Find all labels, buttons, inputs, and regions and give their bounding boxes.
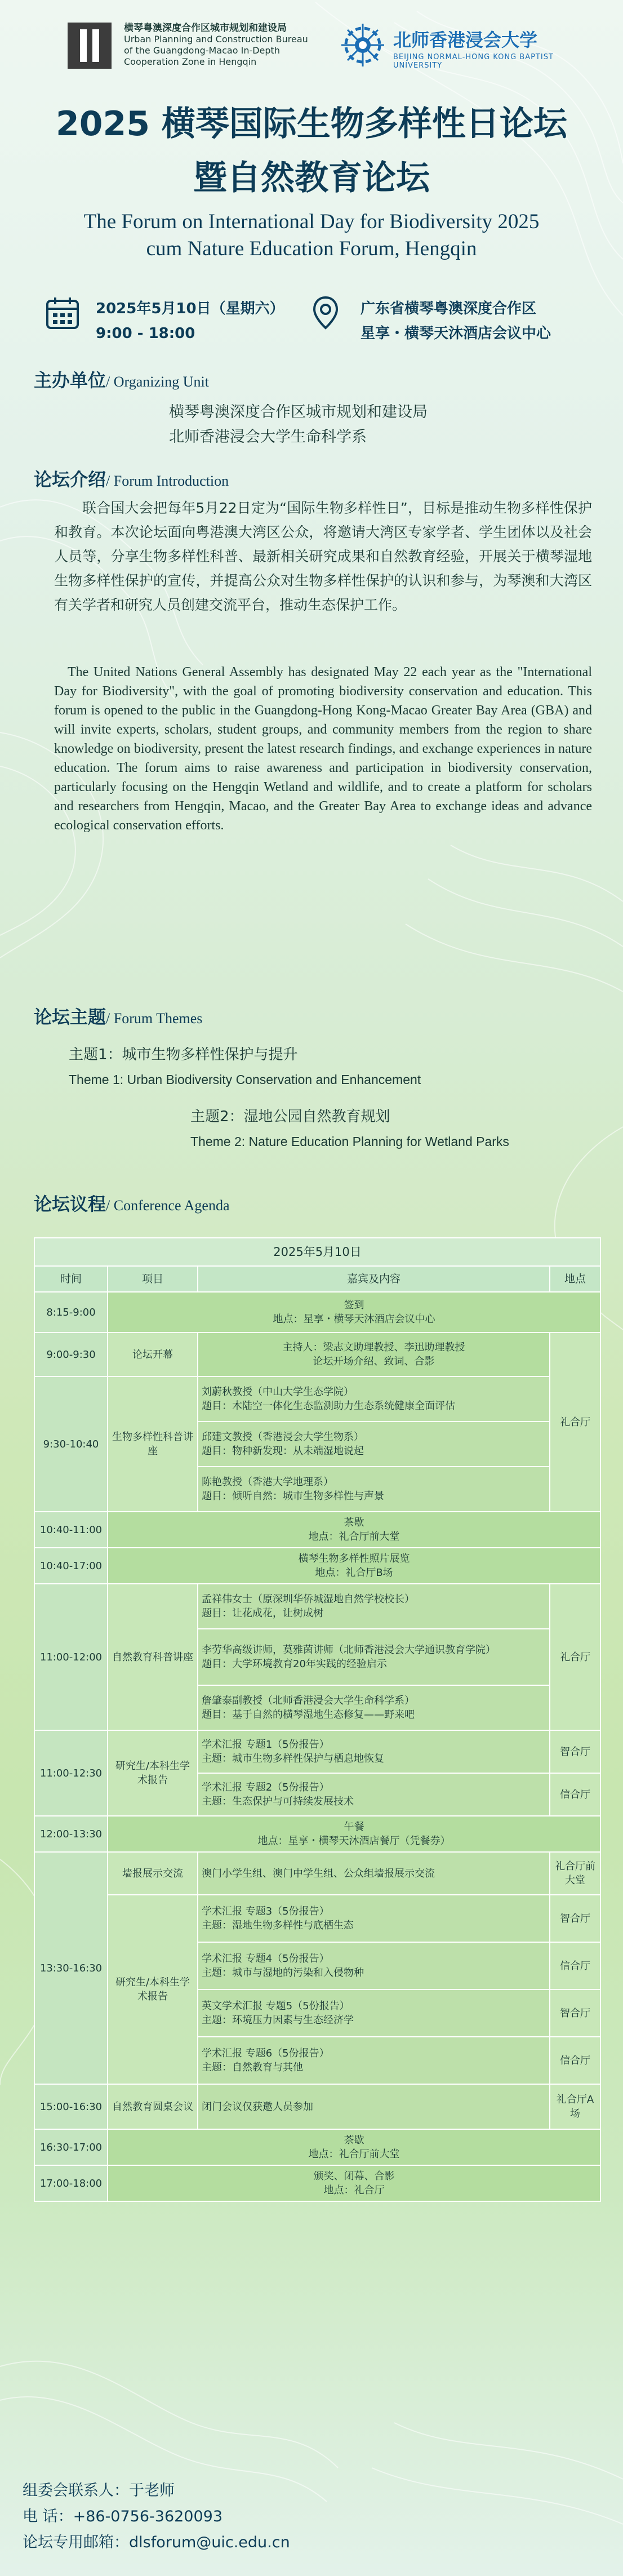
- location-pin-icon: [310, 295, 341, 331]
- row-place: 智合厅: [550, 1895, 600, 1942]
- table-row: [34, 2129, 600, 2165]
- content-line: 刘蔚秋教授（中山大学生态学院）: [202, 1386, 354, 1398]
- row-content: 闭门会议仅获邀人员参加: [198, 2084, 550, 2129]
- table-row: [34, 1292, 600, 1333]
- row-content: [108, 1816, 600, 1852]
- table-row: [34, 1730, 600, 1773]
- content-line: 学术汇报 专题2（5份报告）: [202, 1782, 330, 1793]
- bureau-name: [124, 23, 338, 68]
- table-row: [34, 1584, 600, 1629]
- row-item: 研究生/本科生学术报告: [108, 1895, 198, 2084]
- university-name-cn: 北师香港浸会大学: [393, 29, 538, 51]
- row-content: [198, 1584, 550, 1629]
- content-line: 主题：湿地生物多样性与底栖生态: [202, 1920, 354, 1931]
- agenda-heading: [34, 1190, 229, 1216]
- event-location-line2: 星享・横琴天沐酒店会议中心: [361, 325, 551, 342]
- agenda-date: 2025年5月10日: [34, 1238, 600, 1266]
- content-line: 李劳华高级讲师，莫雅茵讲师（北师香港浸会大学通识教育学院）: [202, 1644, 496, 1656]
- content-line: 题目：木陆空一体化生态监测助力生态系统健康全面评估: [202, 1400, 455, 1412]
- table-row: [34, 2165, 600, 2201]
- row-content: [198, 1629, 550, 1685]
- row-place: 信合厅: [550, 1773, 600, 1816]
- table-row: [34, 2084, 600, 2129]
- table-row: [34, 1895, 600, 1942]
- event-date-day: 2025年5月10日（星期六）: [96, 300, 284, 317]
- themes-heading-cn: 论坛主题: [34, 1006, 106, 1028]
- row-content: [198, 1422, 550, 1467]
- row-place: 信合厅: [550, 2037, 600, 2084]
- row-time: 17:00-18:00: [34, 2165, 108, 2201]
- content-line: 学术汇报 专题1（5份报告）: [202, 1739, 330, 1751]
- organizer-1: 横琴粤澳深度合作区城市规划和建设局: [169, 403, 428, 421]
- organizers-heading-cn: 主办单位: [34, 370, 106, 391]
- organizers-heading-en: / Organizing Unit: [106, 374, 209, 390]
- row-place: 智合厅: [550, 1989, 600, 2037]
- row-content: [198, 2037, 550, 2084]
- event-location: [361, 296, 551, 346]
- content-line: 题目：让花成花，让树成树: [202, 1607, 323, 1619]
- content-line: 地点：星享・横琴天沐酒店会议中心: [273, 1313, 435, 1325]
- row-content: [108, 1292, 600, 1333]
- agenda-table: [34, 1237, 601, 2202]
- row-time: 12:00-13:30: [34, 1816, 108, 1852]
- bureau-name-cn: 横琴粤澳深度合作区城市规划和建设局: [124, 23, 287, 34]
- agenda-heading-cn: 论坛议程: [34, 1193, 106, 1215]
- content-line: 论坛开场介绍、致词、合影: [313, 1356, 435, 1367]
- col-place: 地点: [550, 1266, 600, 1292]
- content-line: 主题：生态保护与可持续发展技术: [202, 1796, 354, 1807]
- row-time: 11:00-12:30: [34, 1730, 108, 1816]
- english-title: [0, 208, 623, 263]
- row-place: 礼合厅A场: [550, 2084, 600, 2129]
- row-time: 8:15-9:00: [34, 1292, 108, 1333]
- row-content: [198, 1730, 550, 1773]
- event-date-time: 9:00 - 18:00: [96, 325, 195, 342]
- content-line: 地点：礼合厅B场: [315, 1567, 393, 1579]
- content-line: 主题：环境压力因素与生态经济学: [202, 2014, 354, 2026]
- date-location-row: [39, 293, 591, 349]
- bureau-name-en-1: Urban Planning and Construction Bureau: [124, 34, 308, 45]
- content-line: 题目：基于自然的横琴湿地生态修复——野来吧: [202, 1709, 415, 1721]
- university-logo: [338, 18, 563, 72]
- theme1-en: Theme 1: Urban Biodiversity Conservation and Enhancement: [69, 1072, 421, 1087]
- row-time: 15:00-16:30: [34, 2084, 108, 2129]
- bureau-logo: [68, 23, 112, 69]
- row-place: 礼合厅: [550, 1333, 600, 1512]
- university-name-en: BEIJING NORMAL-HONG KONG BAPTIST UNIVERSITY: [393, 53, 554, 70]
- content-line: 题目：倾听自然：城市生物多样性与声景: [202, 1490, 384, 1502]
- intro-heading-cn: 论坛介绍: [34, 469, 106, 490]
- agenda-header-row: [34, 1266, 600, 1292]
- content-line: 学术汇报 专题6（5份报告）: [202, 2048, 330, 2059]
- theme2-cn: 主题2：湿地公园自然教育规划: [190, 1108, 390, 1125]
- bureau-name-en-3: Cooperation Zone in Hengqin: [124, 56, 257, 67]
- content-line: 签到: [344, 1299, 364, 1311]
- table-row: [34, 1376, 600, 1422]
- intro-paragraph-cn: 联合国大会把每年5月22日定为“国际生物多样性日”，目标是推动生物多样性保护和教育。本次论坛面向粤港澳大湾区公众，将邀请大湾区专家学者、学生团体以及社会人员等，分享生物多样性科普、最新相关研究成果和自然教育经验，开展关于横琴湿地生物多样性保护的宣传，并提高公众对生物多样性保护的认识和参与，为琴澳和大湾区有关学者和研究人员创建交流平台，推动生态保护工作。: [54, 500, 592, 613]
- row-content: [198, 1989, 550, 2037]
- content-line: 孟祥伟女士（原深圳华侨城湿地自然学校校长）: [202, 1593, 415, 1605]
- content-line: 邱建文教授（香港浸会大学生物系）: [202, 1431, 364, 1443]
- row-content: [198, 1467, 550, 1512]
- contact-person: 组委会联系人：于老师: [23, 2482, 175, 2499]
- row-place: 礼合厅前大堂: [550, 1852, 600, 1895]
- content-line: 茶歇: [344, 1517, 364, 1529]
- agenda-heading-en: / Conference Agenda: [106, 1197, 230, 1214]
- themes-heading-en: / Forum Themes: [106, 1010, 203, 1027]
- row-time: 13:30-16:30: [34, 1852, 108, 2084]
- content-line: 横琴生物多样性照片展览: [298, 1553, 410, 1565]
- row-time: 16:30-17:00: [34, 2129, 108, 2165]
- english-title-line1: The Forum on International Day for Biodiversity 2025: [83, 210, 540, 233]
- content-line: 地点：礼合厅: [323, 2184, 385, 2196]
- row-content: [198, 1895, 550, 1942]
- header-logos: [68, 18, 563, 72]
- main-title-line1: 2025 横琴国际生物多样性日论坛: [56, 104, 567, 144]
- content-line: 午餐: [344, 1821, 364, 1833]
- table-row: [34, 1512, 600, 1548]
- intro-paragraph-en: The United Nations General Assembly has designated May 22 each year as the "International Day for Biodiversity", with the goal of promoting biodiversity conservation and education. This forum is opened to the public in the Guangdong-Hong Kong-Macao Greater Bay Area (GBA) and will invite experts, scholars, student groups, and community members from the region to share knowledge on biodiversity, present the latest research findings, and exchange experiences in nature education. The forum aims to raise awareness and participation in biodiversity conservation, particularly focusing on the Hengqin Wetland and wildlife, and to create a platform for scholars and researchers from Hengqin, Macao, and the Greater Bay Area to exchange ideas and advance ecological conservation efforts.: [54, 665, 592, 833]
- organizers-heading: [34, 366, 209, 392]
- content-line: 詹肇泰副教授（北师香港浸会大学生命科学系）: [202, 1695, 415, 1707]
- row-content: [198, 1942, 550, 1989]
- content-line: 陈艳教授（香港大学地理系）: [202, 1476, 333, 1488]
- content-line: 学术汇报 专题3（5份报告）: [202, 1906, 330, 1917]
- row-content: [108, 2165, 600, 2201]
- col-item: 项目: [108, 1266, 198, 1292]
- content-line: 题目：物种新发现：从未端湿地说起: [202, 1445, 364, 1457]
- row-content: [198, 1333, 550, 1376]
- row-item: 墙报展示交流: [108, 1852, 198, 1895]
- content-line: 学术汇报 专题4（5份报告）: [202, 1953, 330, 1965]
- content-line: 主题：城市与湿地的污染和入侵物种: [202, 1967, 364, 1979]
- row-content: [108, 2129, 600, 2165]
- row-content: [108, 1548, 600, 1584]
- table-row: [34, 1816, 600, 1852]
- bureau-name-en-2: of the Guangdong-Macao In-Depth: [124, 45, 280, 56]
- event-date: [96, 296, 284, 346]
- row-time: 10:40-11:00: [34, 1512, 108, 1548]
- intro-heading-en: / Forum Introduction: [106, 473, 229, 489]
- event-location-line1: 广东省横琴粤澳深度合作区: [361, 300, 537, 317]
- content-line: 主持人：梁志文助理教授、李迅助理教授: [282, 1342, 465, 1353]
- calendar-icon: [45, 295, 80, 330]
- agenda-date-row: [34, 1238, 600, 1266]
- row-item: 论坛开幕: [108, 1333, 198, 1376]
- row-time: 10:40-17:00: [34, 1548, 108, 1584]
- content-line: 英文学术汇报 专题5（5份报告）: [202, 2000, 350, 2012]
- contact-email[interactable]: 论坛专用邮箱：dlsforum@uic.edu.cn: [23, 2534, 290, 2551]
- row-place: 礼合厅: [550, 1584, 600, 1730]
- row-content: [198, 1685, 550, 1730]
- table-row: [34, 1852, 600, 1895]
- row-time: 9:30-10:40: [34, 1376, 108, 1512]
- theme2-en: Theme 2: Nature Education Planning for Wetland Parks: [190, 1134, 509, 1149]
- content-line: 地点：星享・横琴天沐酒店餐厅（凭餐券）: [257, 1835, 451, 1847]
- content-line: 颁奖、闭幕、合影: [313, 2170, 395, 2182]
- row-content: 澳门小学生组、澳门中学生组、公众组墙报展示交流: [198, 1852, 550, 1895]
- row-item: 研究生/本科生学术报告: [108, 1730, 198, 1816]
- content-line: 主题：自然教育与其他: [202, 2062, 303, 2073]
- row-content: [198, 1773, 550, 1816]
- row-place: 信合厅: [550, 1942, 600, 1989]
- university-emblem-icon: [338, 20, 388, 70]
- organizer-2: 北师香港浸会大学生命科学系: [169, 428, 367, 446]
- table-row: [34, 1333, 600, 1376]
- row-item: 自然教育圆桌会议: [108, 2084, 198, 2129]
- content-line: 茶歇: [344, 2134, 364, 2146]
- content-line: 地点：礼合厅前大堂: [308, 1531, 400, 1543]
- row-item: 自然教育科普讲座: [108, 1584, 198, 1730]
- english-title-line2: cum Nature Education Forum, Hengqin: [146, 237, 477, 260]
- col-time: 时间: [34, 1266, 108, 1292]
- contact-info: [23, 2478, 290, 2556]
- themes-heading: [34, 1003, 202, 1029]
- row-time: 9:00-9:30: [34, 1333, 108, 1376]
- theme1-cn: 主题1：城市生物多样性保护与提升: [69, 1046, 298, 1063]
- row-content: [108, 1512, 600, 1548]
- intro-heading: [34, 465, 229, 491]
- col-content: 嘉宾及内容: [198, 1266, 550, 1292]
- content-line: 主题：城市生物多样性保护与栖息地恢复: [202, 1753, 384, 1765]
- main-title-line2: 暨自然教育论坛: [193, 158, 430, 198]
- content-line: 地点：礼合厅前大堂: [308, 2148, 400, 2160]
- content-line: 题目：大学环境教育20年实践的经验启示: [202, 1658, 387, 1670]
- table-row: [34, 1548, 600, 1584]
- contact-phone: 电 话：+86-0756-3620093: [23, 2508, 223, 2525]
- row-time: 11:00-12:00: [34, 1584, 108, 1730]
- row-content: [198, 1376, 550, 1422]
- row-item: 生物多样性科普讲座: [108, 1376, 198, 1512]
- row-place: 智合厅: [550, 1730, 600, 1773]
